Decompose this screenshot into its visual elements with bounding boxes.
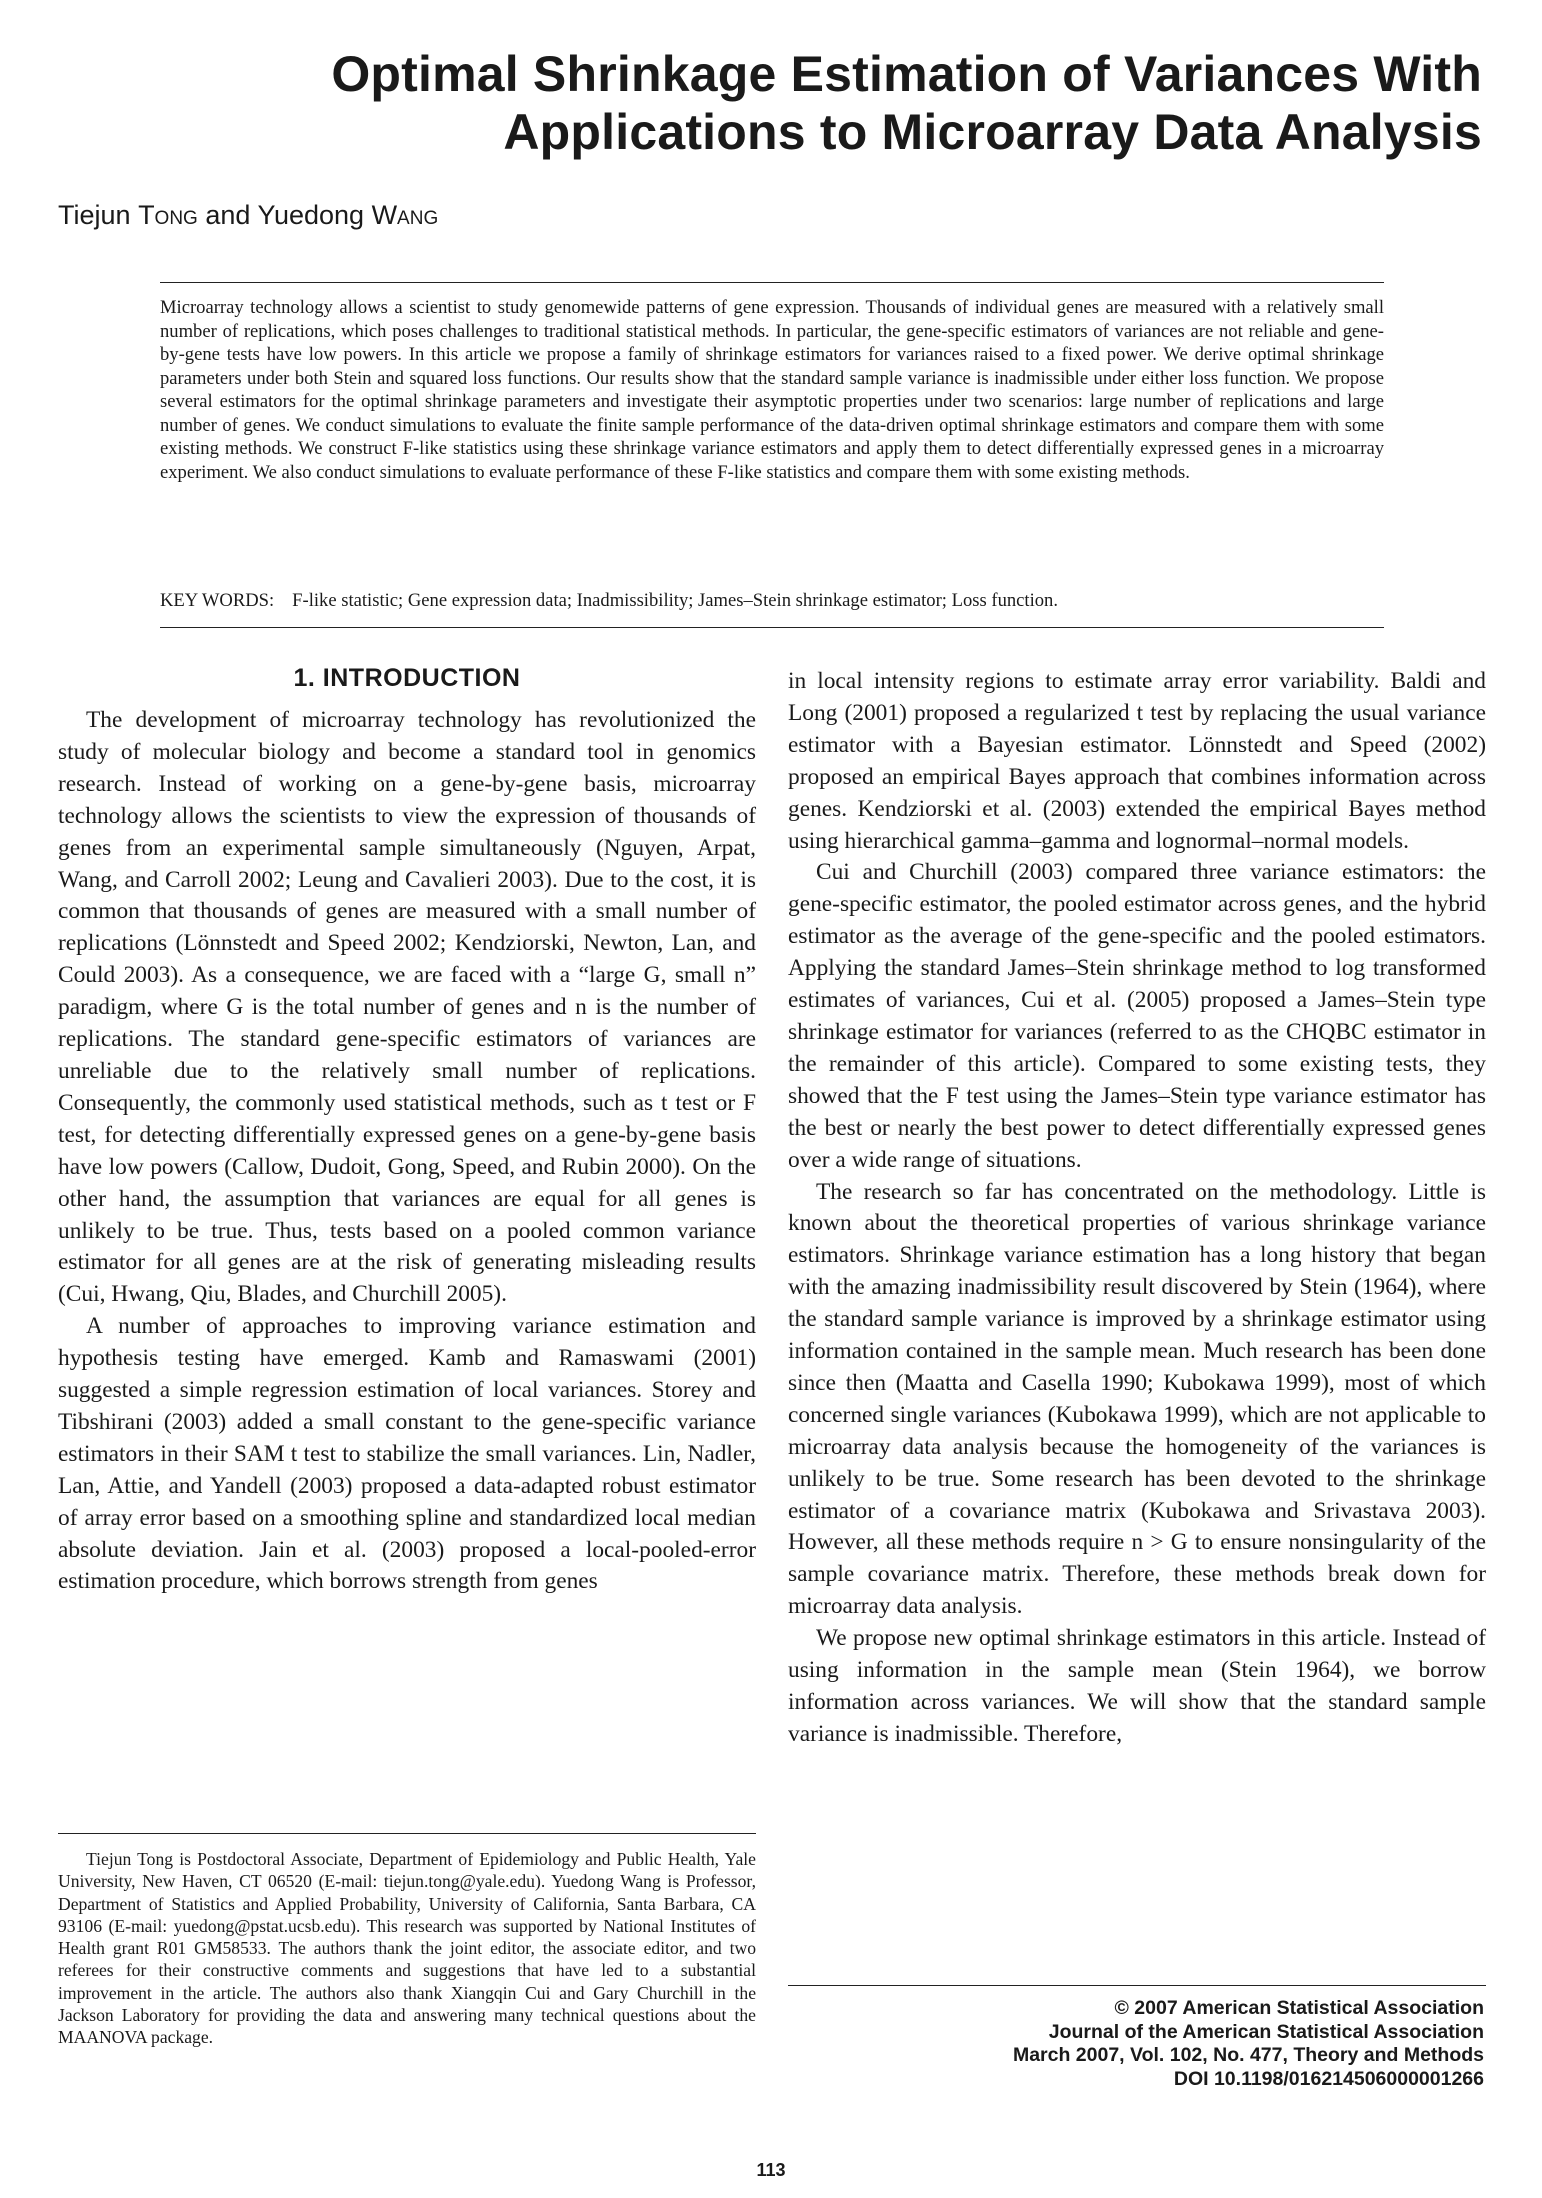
paragraph: Cui and Churchill (2003) compared three variance estimators: the gene-specific estimator, the pooled estimator across genes, and the hybrid estimator as the average of the gene-specific and the pooled estimators. Applying the standard James–Stein shrinkage method to log transformed estimates of variances, Cui et al. (2005) proposed a James–Stein type shrinkage estimator for variances (referred to as the CHQBC estimator in the remainder of this article). Compared to some existing tests, they showed that the F test using the James–Stein type variance estimator has the best or nearly the best power to detect differentially expressed genes over a wide range of situations.	[788, 859, 1486, 1173]
keywords	[160, 589, 1384, 613]
footnote-rule	[58, 1833, 756, 1834]
left-column	[58, 662, 756, 1598]
author-byline	[58, 200, 438, 231]
paragraph: in local intensity regions to estimate array error variability. Baldi and Long (2001) proposed a regularized t test by replacing the usual variance estimator with a Bayesian estimator. Lönnstedt and Speed (2002) proposed an empirical Bayes approach that combines information across genes. Kendziorski et al. (2003) extended the empirical Bayes method using hierarchical gamma–gamma and lognormal–normal models.	[788, 668, 1486, 854]
keywords-text: F-like statistic; Gene expression data; Inadmissibility; James–Stein shrinkage estimator; Loss function.	[292, 590, 1058, 611]
copyright-block	[1013, 1997, 1484, 2091]
abstract: Microarray technology allows a scientist to study genomewide patterns of gene expression. Thousands of individual genes are measured with a relatively small number of replications, which poses challenges to traditional statistical methods. In particular, the gene-specific estimators of variances are not reliable and gene-by-gene tests have low powers. In this article we propose a family of shrinkage estimators for variances raised to a fixed power. We derive optimal shrinkage parameters under both Stein and squared loss functions. Our results show that the standard sample variance is inadmissible under either loss function. We propose several estimators for the optimal shrinkage parameters and investigate their asymptotic properties under two scenarios: large number of replications and large number of genes. We conduct simulations to evaluate the finite sample performance of the data-driven optimal shrinkage estimators and compare them with some existing methods. We construct F-like statistics using these shrinkage variance estimators and apply them to detect differentially expressed genes in a microarray experiment. We also conduct simulations to evaluate performance of these F-like statistics and compare them with some existing methods.	[160, 297, 1384, 483]
footnote-text: Tiejun Tong is Postdoctoral Associate, Department of Epidemiology and Public Health, Yale University, New Haven, CT 06520 (E-mail: tiejun.tong@yale.edu). Yuedong Wang is Professor, Department of Statistics and Applied Probability, University of California, Santa Barbara, CA 93106 (E-mail: yuedong@pstat.ucsb.edu). This research was supported by National Institutes of Health grant R01 GM58533. The authors thank the joint editor, the associate editor, and two referees for their constructive comments and suggestions that have led to a substantial improvement in the article. The authors also thank Xiangqin Cui and Gary Churchill in the Jackson Laboratory for providing the data and answering many technical questions about the MAANOVA package.	[58, 1849, 756, 2048]
keywords-label: KEY WORDS:	[160, 590, 275, 611]
journal-name: Journal of the American Statistical Association	[1048, 2020, 1484, 2043]
issue-info: March 2007, Vol. 102, No. 477, Theory and Methods	[1012, 2044, 1484, 2066]
paragraph: The research so far has concentrated on the methodology. Little is known about the theoretical properties of various shrinkage variance estimators. Shrinkage variance estimation has a long history that began with the amazing inadmissibility result discovered by Stein (1964), where the standard sample variance is improved by a shrinkage estimator using information contained in the sample mean. Much research has been done since then (Maatta and Casella 1990; Kubokawa 1999), most of which concerned single variances (Kubokawa 1999), which are not applicable to microarray data analysis because the homogeneity of the variances is unlikely to be true. Some research has been devoted to the shrinkage estimator of a covariance matrix (Kubokawa and Srivastava 2003). However, all these methods require n > G to ensure nonsingularity of the sample covariance matrix. Therefore, these methods break down for microarray data analysis.	[788, 1178, 1486, 1620]
paragraph: A number of approaches to improving variance estimation and hypothesis testing have emerged. Kamb and Ramaswami (2001) suggested a simple regression estimation of local variances. Storey and Tibshirani (2003) added a small constant to the gene-specific variance estimators in their SAM t test to stabilize the small variances. Lin, Nadler, Lan, Attie, and Yandell (2003) proposed a data-adapted robust estimator of array error based on a smoothing spline and standardized local median absolute deviation. Jain et al. (2003) proposed a local-pooled-error estimation procedure, which borrows strength from genes	[58, 1313, 756, 1595]
article-title	[160, 45, 1482, 161]
abstract-top-rule	[160, 282, 1384, 283]
author-footnote	[58, 1848, 756, 2049]
title-line-1: Optimal Shrinkage Estimation of Variances With	[331, 46, 1482, 102]
copyright-line: © 2007 American Statistical Association	[1114, 1997, 1484, 2019]
right-column	[788, 666, 1486, 1751]
author-2-family: Wang	[371, 200, 439, 230]
page-number: 113	[756, 2160, 786, 2180]
author-connector: and	[205, 200, 251, 230]
copyright-rule	[788, 1985, 1486, 1986]
author-1-given: Tiejun	[58, 200, 131, 230]
section-heading-introduction: 1. INTRODUCTION	[293, 664, 521, 692]
paragraph: We propose new optimal shrinkage estimators in this article. Instead of using information in the sample mean (Stein 1964), we borrow information across variances. We will show that the standard sample variance is inadmissible. Therefore,	[788, 1625, 1486, 1747]
paragraph: The development of microarray technology has revolutionized the study of molecular biology and become a standard tool in genomics research. Instead of working on a gene-by-gene basis, microarray technology allows the scientists to view the expression of thousands of genes from an experimental sample simultaneously (Nguyen, Arpat, Wang, and Carroll 2002; Leung and Cavalieri 2003). Due to the cost, it is common that thousands of genes are measured with a small number of replications (Lönnstedt and Speed 2002; Kendziorski, Newton, Lan, and Could 2003). As a consequence, we are faced with a “large G, small n” paradigm, where G is the total number of genes and n is the number of replications. The standard gene-specific estimators of variances are unreliable due to the relatively small number of replications. Consequently, the commonly used statistical methods, such as t test or F test, for detecting differentially expressed genes on a gene-by-gene basis have low powers (Callow, Dudoit, Gong, Speed, and Rubin 2000). On the other hand, the assumption that variances are equal for all genes is unlikely to be true. Thus, tests based on a pooled common variance estimator for all genes are at the risk of generating misleading results (Cui, Hwang, Qiu, Blades, and Churchill 2005).	[58, 707, 756, 1308]
title-line-2: Applications to Microarray Data Analysis	[503, 104, 1482, 160]
doi: DOI 10.1198/016214506000001266	[1173, 2067, 1484, 2090]
author-1-family: Tong	[138, 200, 198, 230]
abstract-bottom-rule	[160, 627, 1384, 628]
author-2-given: Yuedong	[257, 200, 365, 230]
